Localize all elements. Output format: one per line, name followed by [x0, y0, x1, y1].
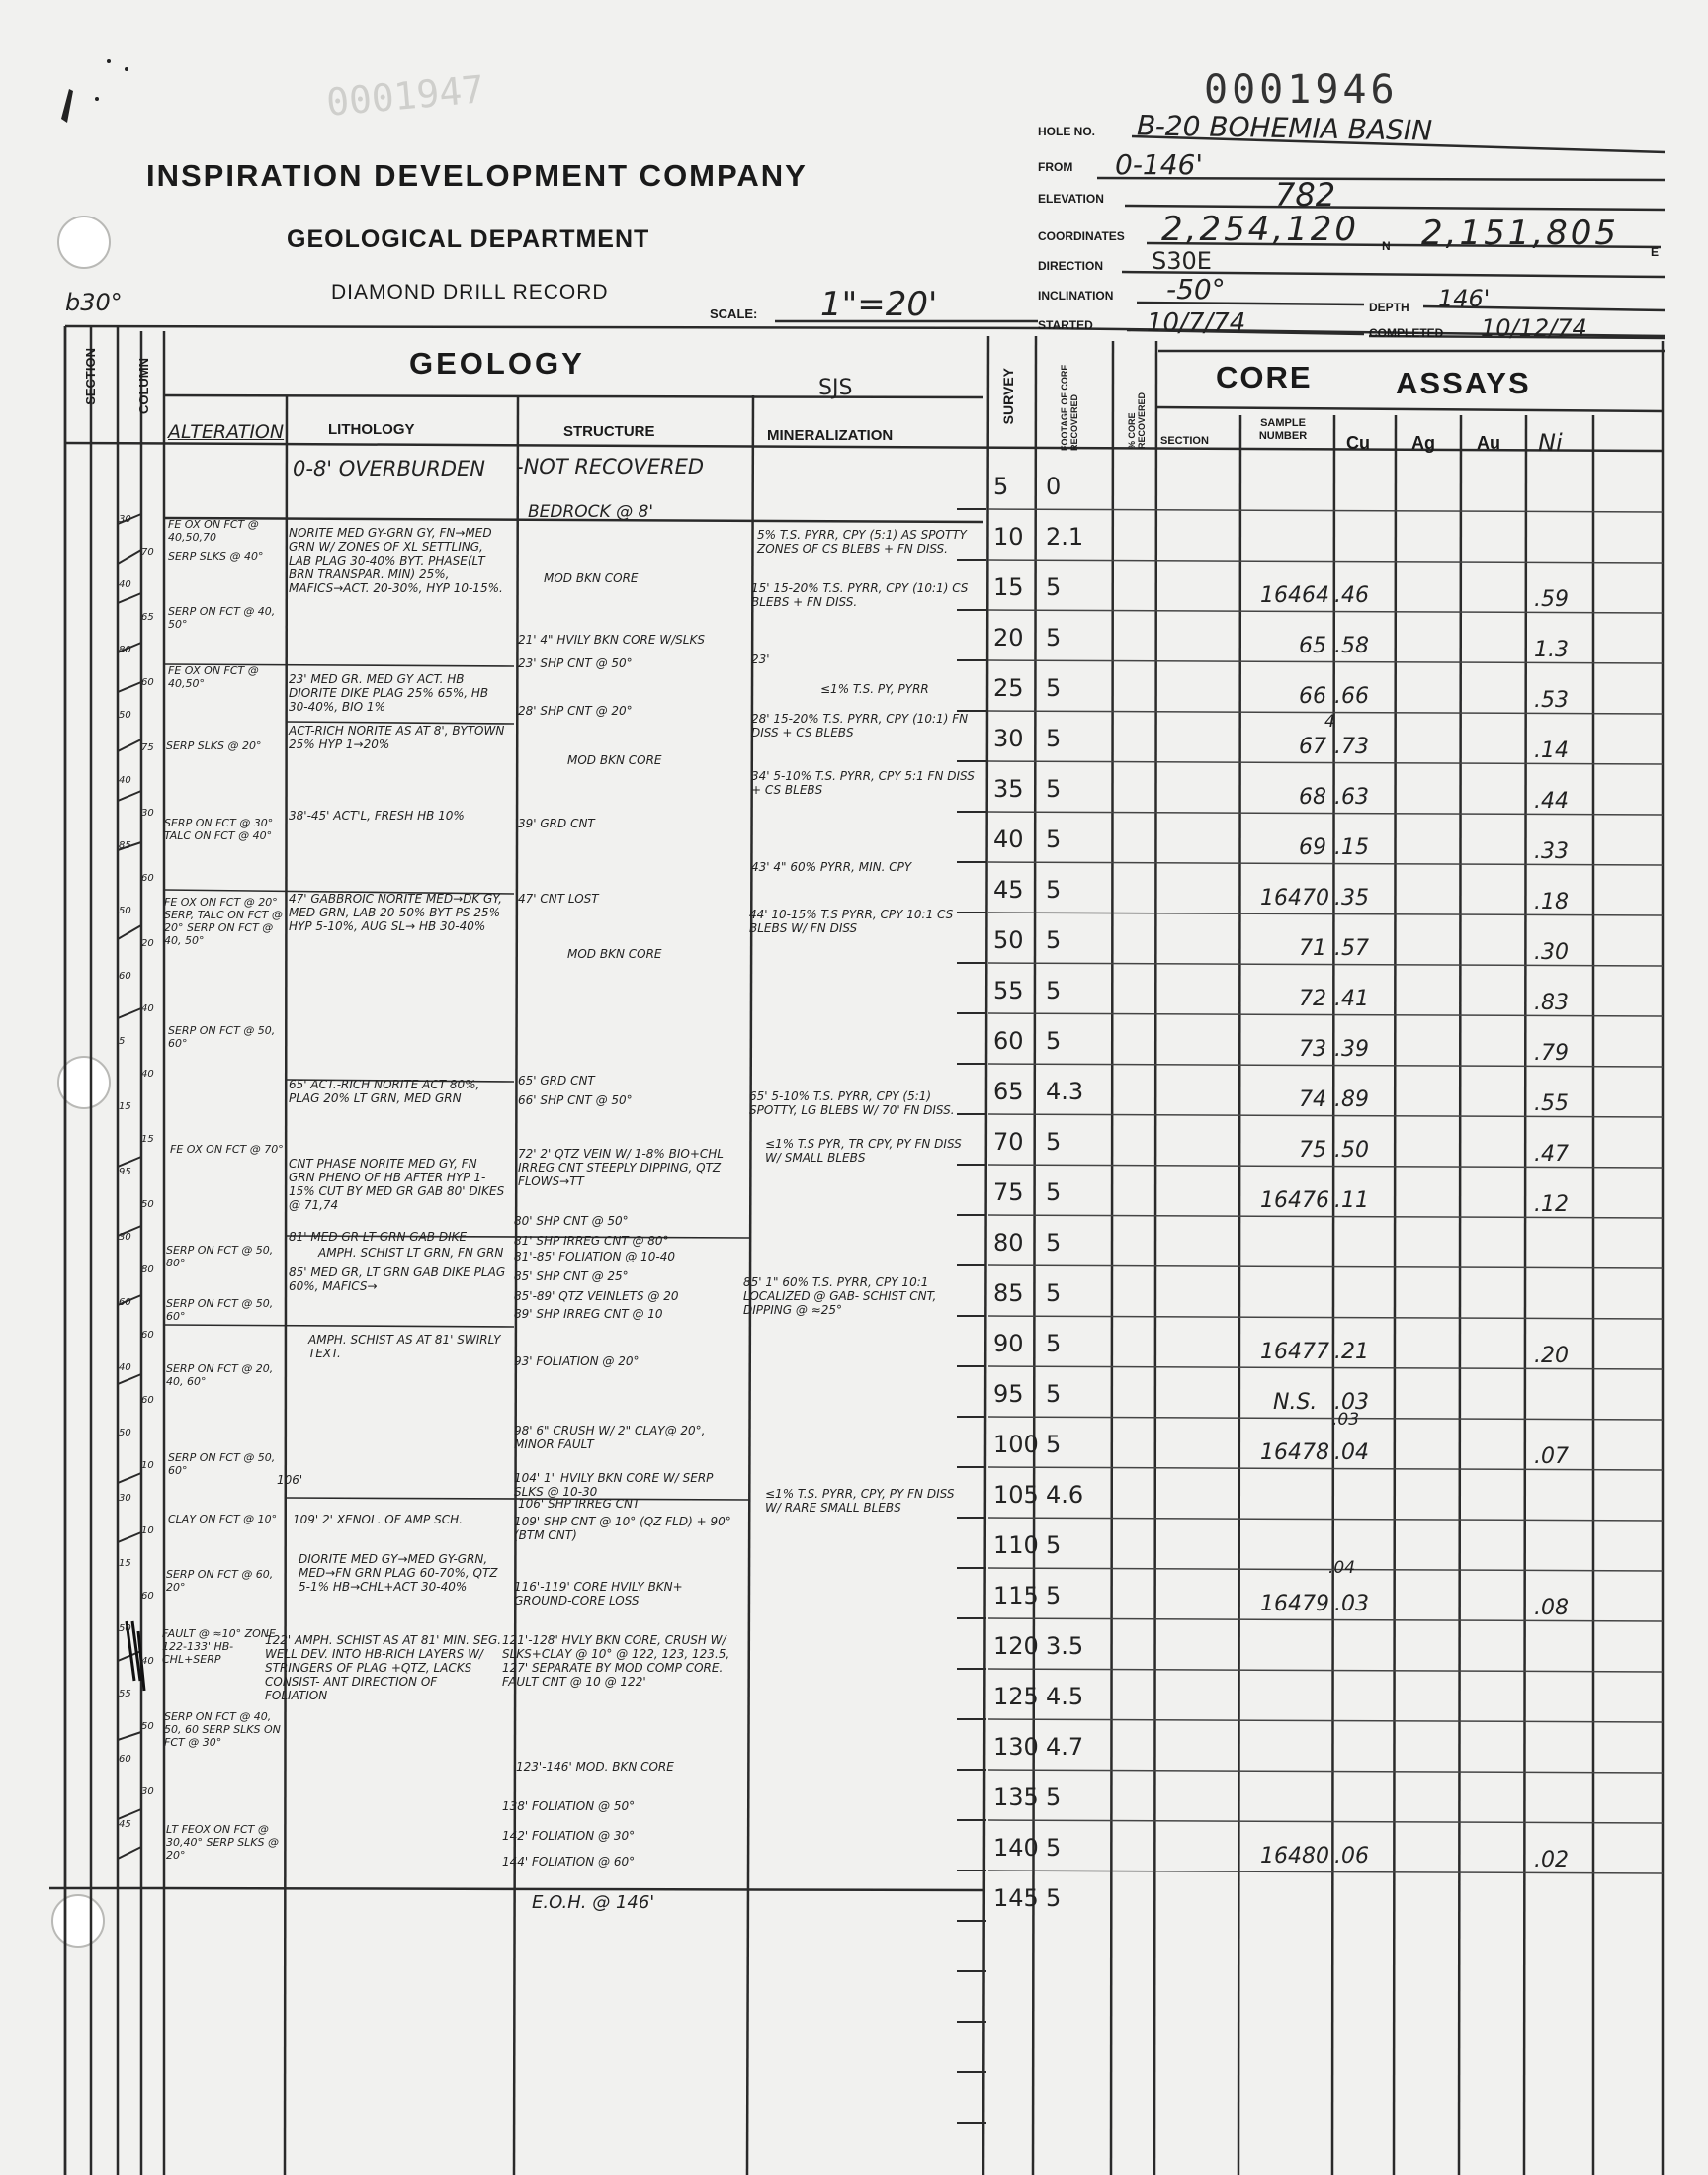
bedrock-note: BEDROCK @ 8'	[528, 502, 654, 522]
survey-depth: 75	[993, 1178, 1024, 1206]
survey-depth: 110	[993, 1531, 1039, 1559]
struct-note: 47' CNT LOST	[518, 892, 599, 906]
survey-depth: 20	[993, 624, 1024, 652]
alt-note: SERP ON FCT @ 20, 40, 60°	[166, 1362, 274, 1388]
mine-note: 15' 15-20% T.S. PYRR, CPY (10:1) CS BLEBS + FN DISS.	[751, 581, 969, 609]
from-value: 0-146'	[1115, 148, 1204, 181]
struct-note: 28' SHP CNT @ 20°	[518, 704, 633, 718]
sample-number: N.S.	[1273, 1390, 1318, 1415]
core-footage: 4.7	[1046, 1733, 1084, 1761]
lith-note: 85' MED GR, LT GRN GAB DIKE PLAG 60%, MAFICS→	[289, 1265, 506, 1293]
overburden-note: 0-8' OVERBURDEN	[293, 457, 486, 480]
survey-depth: 90	[993, 1330, 1024, 1357]
assay-cu: .58	[1334, 634, 1369, 658]
dip-mark: 15	[141, 1134, 154, 1145]
header-ag: Ag	[1411, 433, 1435, 453]
assay-cu: .73	[1334, 735, 1369, 759]
end-of-hole-note: E.O.H. @ 146'	[532, 1892, 655, 1913]
struct-note: 80' SHP CNT @ 50°	[514, 1214, 629, 1228]
core-footage: 5	[1046, 1330, 1062, 1357]
assay-cu: .39	[1334, 1037, 1369, 1062]
survey-depth: 145	[993, 1884, 1039, 1912]
survey-depth: 130	[993, 1733, 1039, 1761]
core-footage: 5	[1046, 1027, 1062, 1055]
core-footage: 5	[1046, 876, 1062, 904]
cu-correction: 4	[1324, 712, 1335, 732]
elevation-label: ELEVATION	[1038, 192, 1104, 206]
dip-mark: 20	[141, 938, 154, 949]
core-footage: 5	[1046, 775, 1062, 803]
survey-depth: 50	[993, 926, 1024, 954]
lith-note: 122' AMPH. SCHIST AS AT 81' MIN. SEG. WELL DEV. INTO HB-RICH LAYERS W/ STRINGERS OF PLAG +QTZ, LACKS CONSIST- ANT DIRECTION OF FOLIATION	[265, 1633, 502, 1702]
dip-mark: 50	[119, 1428, 131, 1438]
header-au: Au	[1477, 433, 1500, 453]
lith-note: 23' MED GR. MED GY ACT. HB DIORITE DIKE PLAG 25% 65%, HB 30-40%, BIO 1%	[289, 672, 489, 714]
dip-mark: 45	[119, 1819, 131, 1830]
assay-ni: .02	[1534, 1848, 1569, 1872]
core-footage: 5	[1046, 674, 1062, 702]
survey-depth: 30	[993, 725, 1024, 752]
survey-depth: 40	[993, 826, 1024, 853]
lith-note: 38'-45' ACT'L, FRESH HB 10%	[289, 809, 465, 823]
header-sample-number: SAMPLE NUMBER	[1258, 417, 1308, 442]
core-footage: 5	[1046, 1582, 1062, 1610]
assay-cu: .46	[1334, 583, 1369, 608]
header-initials: SJS	[818, 376, 853, 400]
assay-ni: .47	[1534, 1142, 1569, 1167]
inclination-value: -50°	[1166, 273, 1226, 305]
dip-mark: 50	[119, 710, 131, 721]
assay-cu: .21	[1334, 1340, 1369, 1364]
lith-note: 106'	[277, 1473, 303, 1487]
dip-mark: 40	[119, 1362, 131, 1373]
assay-cu: .89	[1334, 1088, 1369, 1112]
header-core: CORE	[1216, 360, 1313, 394]
assay-cu: .15	[1334, 835, 1369, 860]
survey-depth: 95	[993, 1380, 1024, 1408]
cu-correction: .03	[1332, 1410, 1360, 1430]
survey-depth: 15	[993, 573, 1024, 601]
dip-mark: 40	[141, 1003, 154, 1014]
lith-note: AMPH. SCHIST LT GRN, FN GRN	[318, 1246, 504, 1260]
core-footage: 5	[1046, 1431, 1062, 1458]
core-footage: 0	[1046, 473, 1062, 500]
core-footage: 5	[1046, 1834, 1062, 1862]
assay-cu: .50	[1334, 1138, 1369, 1163]
header-assay-section: SECTION	[1160, 435, 1209, 447]
core-footage: 3.5	[1046, 1632, 1084, 1660]
scale-label: SCALE:	[710, 306, 758, 321]
assay-cu: .03	[1334, 1592, 1369, 1616]
assay-ni: .44	[1534, 789, 1569, 814]
mine-note: 43' 4" 60% PYRR, MIN. CPY	[751, 860, 912, 874]
mine-note: 34' 5-10% T.S. PYRR, CPY 5:1 FN DISS + CS BLEBS	[751, 769, 975, 797]
dip-mark: 50	[141, 1721, 154, 1732]
mine-note: ≤1% T.S. PYRR, CPY, PY FN DISS W/ RARE SMALL BLEBS	[765, 1487, 955, 1515]
survey-depth: 25	[993, 674, 1024, 702]
scale-value: 1"=20'	[820, 285, 938, 324]
direction-label: DIRECTION	[1038, 259, 1103, 273]
survey-depth: 100	[993, 1431, 1039, 1458]
core-footage: 2.1	[1046, 523, 1084, 551]
struct-note: 85'-89' QTZ VEINLETS @ 20	[514, 1289, 679, 1303]
not-recovered-note: -NOT RECOVERED	[516, 455, 705, 478]
depth-label: DEPTH	[1369, 301, 1409, 314]
dip-mark: 15	[119, 1101, 131, 1112]
alt-note: FE OX ON FCT @ 20° SERP, TALC ON FCT @ 20° SERP ON FCT @ 40, 50°	[164, 896, 283, 947]
struct-note: 66' SHP CNT @ 50°	[518, 1093, 633, 1107]
dip-mark: 40	[119, 579, 131, 590]
sample-number: 16470	[1260, 886, 1329, 911]
dip-mark: 15	[119, 1558, 131, 1569]
dip-mark: 85	[119, 840, 131, 851]
survey-depth: 60	[993, 1027, 1024, 1055]
survey-depth: 120	[993, 1632, 1039, 1660]
assay-ni: .18	[1534, 890, 1569, 914]
assay-ni: .53	[1534, 688, 1569, 713]
lith-note: 109' 2' XENOL. OF AMP SCH.	[293, 1513, 463, 1526]
assay-ni: .33	[1534, 839, 1569, 864]
alt-note: SERP SLKS @ 20°	[166, 740, 262, 752]
depth-value: 146'	[1438, 285, 1491, 312]
core-footage: 5	[1046, 1380, 1062, 1408]
alt-note: FAULT @ ≈10° ZONE 122-133' HB- CHL+SERP	[162, 1627, 276, 1666]
alt-note: SERP ON FCT @ 50, 60°	[168, 1024, 276, 1050]
header-assays: ASSAYS	[1396, 366, 1531, 400]
alt-note: SERP SLKS @ 40°	[168, 550, 264, 563]
header-alteration: ALTERATION	[168, 421, 285, 443]
sample-number: 67	[1299, 735, 1326, 759]
assay-ni: .12	[1534, 1192, 1569, 1217]
mine-note: ≤1% T.S PYR, TR CPY, PY FN DISS W/ SMALL BLEBS	[765, 1137, 962, 1165]
struct-note: 121'-128' HVLY BKN CORE, CRUSH W/ SLKS+CLAY @ 10° @ 122, 123, 123.5, 127' SEPARATE BY MOD COMP CORE. FAULT CNT @ 10 @ 122'	[502, 1633, 730, 1689]
dip-mark: 5	[119, 1036, 126, 1047]
dip-mark: 60	[119, 1297, 131, 1308]
struct-note: 138' FOLIATION @ 50°	[502, 1799, 636, 1813]
alt-note: FE OX ON FCT @ 70°	[170, 1143, 284, 1156]
alt-note: SERP ON FCT @ 50, 60°	[166, 1297, 274, 1323]
struct-note: MOD BKN CORE	[567, 947, 662, 961]
assay-cu: .04	[1334, 1440, 1369, 1465]
header-mineralization: MINERALIZATION	[767, 427, 894, 444]
alt-note: FE OX ON FCT @ 40,50°	[168, 664, 259, 690]
completed-label: COMPLETED	[1369, 326, 1444, 340]
core-footage: 5	[1046, 725, 1062, 752]
dip-mark: 60	[141, 677, 154, 688]
sample-number: 16479	[1260, 1592, 1329, 1616]
core-footage: 5	[1046, 1784, 1062, 1811]
assay-ni: .30	[1534, 940, 1569, 965]
survey-depth: 10	[993, 523, 1024, 551]
survey-depth: 135	[993, 1784, 1039, 1811]
started-value: 10/7/74	[1147, 308, 1246, 338]
dip-mark: 75	[141, 742, 154, 753]
survey-depth: 65	[993, 1078, 1024, 1105]
struct-note: 21' 4" HVILY BKN CORE W/SLKS	[518, 633, 705, 647]
core-footage: 5	[1046, 624, 1062, 652]
sample-number: 74	[1299, 1088, 1326, 1112]
core-footage: 4.3	[1046, 1078, 1084, 1105]
coordinates-label: COORDINATES	[1038, 229, 1125, 243]
mine-note: 28' 15-20% T.S. PYRR, CPY (10:1) FN DISS + CS BLEBS	[751, 712, 969, 740]
from-label: FROM	[1038, 160, 1073, 174]
struct-note: 116'-119' CORE HVILY BKN+ GROUND-CORE LOSS	[514, 1580, 683, 1608]
completed-value: 10/12/74	[1481, 314, 1587, 342]
alt-note: SERP ON FCT @ 30° TALC ON FCT @ 40°	[164, 817, 274, 842]
header-section: SECTION	[83, 348, 98, 405]
core-footage: 5	[1046, 1531, 1062, 1559]
struct-note: 106' SHP IRREG CNT	[518, 1497, 640, 1511]
lith-note: AMPH. SCHIST AS AT 81' SWIRLY TEXT.	[308, 1333, 501, 1360]
core-footage: 5	[1046, 573, 1062, 601]
company-name: INSPIRATION DEVELOPMENT COMPANY	[146, 158, 808, 193]
alt-note: FE OX ON FCT @ 40,50,70	[168, 518, 259, 544]
assay-cu: .06	[1334, 1844, 1369, 1869]
core-footage: 5	[1046, 1229, 1062, 1257]
survey-depth: 80	[993, 1229, 1024, 1257]
assay-ni: .20	[1534, 1344, 1569, 1368]
core-footage: 5	[1046, 1178, 1062, 1206]
corner-mark: b30°	[65, 289, 123, 316]
coordinate-n: 2,254,120	[1161, 210, 1360, 249]
struct-note: 85' SHP CNT @ 25°	[514, 1269, 629, 1283]
struct-note: 81' SHP IRREG CNT @ 80°	[514, 1234, 669, 1248]
department-name: GEOLOGICAL DEPARTMENT	[287, 225, 650, 253]
core-footage: 5	[1046, 926, 1062, 954]
dip-mark: 30	[141, 808, 154, 819]
survey-depth: 45	[993, 876, 1024, 904]
struct-note: 104' 1" HVILY BKN CORE W/ SERP SLKS @ 10-30	[514, 1471, 714, 1499]
dip-mark: 50	[141, 1199, 154, 1210]
sample-number: 16480	[1260, 1844, 1329, 1869]
header-pct-recovered: % CORE RECOVERED	[1127, 392, 1147, 449]
dip-mark: 40	[141, 1069, 154, 1080]
core-footage: 5	[1046, 977, 1062, 1004]
struct-note: 72' 2' QTZ VEIN W/ 1-8% BIO+CHL IRREG CNT STEEPLY DIPPING, QTZ FLOWS→TT	[518, 1147, 724, 1188]
sample-number: 16478	[1260, 1440, 1329, 1465]
survey-depth: 55	[993, 977, 1024, 1004]
dip-mark: 60	[119, 1754, 131, 1765]
survey-depth: 125	[993, 1683, 1039, 1710]
header-cu: Cu	[1346, 433, 1370, 453]
document-number: 0001946	[1204, 67, 1399, 113]
dip-mark: 80	[141, 1264, 154, 1275]
survey-depth: 5	[993, 473, 1009, 500]
struct-note: 39' GRD CNT	[518, 817, 595, 830]
struct-note: MOD BKN CORE	[544, 571, 639, 585]
lith-note: 65' ACT.-RICH NORITE ACT 80%, PLAG 20% LT GRN, MED GRN	[289, 1078, 480, 1105]
sample-number: 69	[1299, 835, 1326, 860]
struct-note: 89' SHP IRREG CNT @ 10	[514, 1307, 663, 1321]
coordinate-e: 2,151,805	[1421, 214, 1620, 253]
core-footage: 5	[1046, 1884, 1062, 1912]
header-footage: FOOTAGE OF CORE RECOVERED	[1060, 364, 1079, 451]
mine-note: 44' 10-15% T.S PYRR, CPY 10:1 CS BLEBS W/ FN DISS	[749, 908, 954, 935]
sample-number: 72	[1299, 987, 1326, 1011]
header-ni: Ni	[1538, 429, 1563, 457]
header-lithology: LITHOLOGY	[328, 421, 415, 438]
dip-mark: 60	[141, 873, 154, 884]
sample-number: 16476	[1260, 1188, 1329, 1213]
assay-cu: .35	[1334, 886, 1369, 911]
dip-mark: 10	[141, 1460, 154, 1471]
assay-cu: .03	[1334, 1390, 1369, 1415]
mine-note: ≤1% T.S. PY, PYRR	[820, 682, 929, 696]
lith-note: ACT-RICH NORITE AS AT 8', BYTOWN 25% HYP 1→20%	[289, 724, 505, 751]
core-footage: 5	[1046, 1128, 1062, 1156]
dip-mark: 30	[119, 1232, 131, 1243]
mine-note: 5% T.S. PYRR, CPY (5:1) AS SPOTTY ZONES OF CS BLEBS + FN DISS.	[757, 528, 967, 556]
struct-note: MOD BKN CORE	[567, 753, 662, 767]
n-label: N	[1382, 239, 1391, 253]
dip-mark: 80	[119, 645, 131, 655]
survey-depth: 140	[993, 1834, 1039, 1862]
alt-note: SERP ON FCT @ 40, 50, 60 SERP SLKS ON FCT @ 30°	[164, 1710, 281, 1749]
assay-cu: .63	[1334, 785, 1369, 810]
dip-mark: 40	[119, 775, 131, 786]
lith-note: 81' MED GR LT GRN GAB DIKE	[289, 1230, 468, 1244]
sample-number: 65	[1299, 634, 1326, 658]
mine-note: 85' 1" 60% T.S. PYRR, CPY 10:1 LOCALIZED @ GAB- SCHIST CNT, DIPPING @ ≈25°	[743, 1275, 937, 1317]
struct-note: 98' 6" CRUSH W/ 2" CLAY@ 20°, MINOR FAULT	[514, 1424, 706, 1451]
mine-note: 23'	[751, 652, 770, 666]
alt-note: CLAY ON FCT @ 10°	[168, 1513, 278, 1525]
dip-mark: 40	[141, 1656, 154, 1667]
assay-cu: .11	[1334, 1188, 1369, 1213]
lith-note: 47' GABBROIC NORITE MED→DK GY, MED GRN, LAB 20-50% BYT PS 25% HYP 5-10%, AUG SL→ HB 30-40%	[289, 892, 502, 933]
e-label: E	[1651, 245, 1660, 259]
elevation-value: 782	[1275, 176, 1336, 214]
core-footage: 4.6	[1046, 1481, 1084, 1509]
struct-note: 65' GRD CNT	[518, 1074, 595, 1088]
record-type: DIAMOND DRILL RECORD	[331, 281, 609, 304]
assay-ni: .79	[1534, 1041, 1569, 1066]
assay-ni: .08	[1534, 1596, 1569, 1620]
assay-cu: .41	[1334, 987, 1369, 1011]
lith-note: DIORITE MED GY→MED GY-GRN, MED→FN GRN PLAG 60-70%, QTZ 5-1% HB→CHL+ACT 30-40%	[299, 1552, 498, 1594]
inclination-label: INCLINATION	[1038, 289, 1114, 303]
dip-mark: 60	[141, 1395, 154, 1406]
dip-mark: 10	[141, 1525, 154, 1536]
started-label: STARTED	[1038, 318, 1093, 332]
dip-mark: 50	[119, 906, 131, 916]
assay-ni: 1.3	[1534, 638, 1569, 662]
dip-mark: 55	[119, 1689, 131, 1699]
struct-note: 123'-146' MOD. BKN CORE	[516, 1760, 674, 1774]
alt-note: SERP ON FCT @ 40, 50°	[168, 605, 276, 631]
sample-number: 16464	[1260, 583, 1329, 608]
hole-no-value: B-20 BOHEMIA BASIN	[1136, 109, 1433, 147]
lith-note: CNT PHASE NORITE MED GY, FN GRN PHENO OF HB AFTER HYP 1-15% CUT BY MED GR GAB 80' DIKES @ 71,74	[289, 1157, 505, 1212]
survey-depth: 85	[993, 1279, 1024, 1307]
assay-cu: .57	[1334, 936, 1369, 961]
struct-note: 23' SHP CNT @ 50°	[518, 656, 633, 670]
survey-depth: 105	[993, 1481, 1039, 1509]
dip-mark: 30	[119, 514, 131, 525]
assay-ni: .83	[1534, 991, 1569, 1015]
dip-mark: 70	[141, 547, 154, 558]
dip-mark: 30	[141, 1786, 154, 1797]
assay-ni: .07	[1534, 1444, 1569, 1469]
hole-no-label: HOLE NO.	[1038, 125, 1096, 138]
struct-note: 93' FOLIATION @ 20°	[514, 1354, 640, 1368]
assay-ni: .59	[1534, 587, 1569, 612]
dip-mark: 60	[141, 1591, 154, 1602]
assay-cu: .66	[1334, 684, 1369, 709]
sample-number: 73	[1299, 1037, 1326, 1062]
assay-ni: .14	[1534, 739, 1569, 763]
sample-number: 66	[1299, 684, 1326, 709]
header-structure: STRUCTURE	[563, 423, 655, 440]
alt-note: SERP ON FCT @ 50, 60°	[168, 1451, 276, 1477]
core-footage: 4.5	[1046, 1683, 1084, 1710]
sample-number: 16477	[1260, 1340, 1329, 1364]
core-footage: 5	[1046, 826, 1062, 853]
mine-note: 65' 5-10% T.S. PYRR, CPY (5:1) SPOTTY, LG BLEBS W/ 70' FN DISS.	[749, 1089, 955, 1117]
core-footage: 5	[1046, 1279, 1062, 1307]
survey-depth: 115	[993, 1582, 1039, 1610]
survey-depth: 70	[993, 1128, 1024, 1156]
stamp-faded: 0001947	[324, 67, 486, 125]
header-survey: SURVEY	[1000, 368, 1016, 425]
struct-note: 142' FOLIATION @ 30°	[502, 1829, 636, 1843]
struct-note: 109' SHP CNT @ 10° (QZ FLD) + 90° (BTM CNT)	[514, 1515, 731, 1542]
dip-mark: 50	[119, 1623, 131, 1634]
alt-note: SERP ON FCT @ 60, 20°	[166, 1568, 274, 1594]
dip-mark: 65	[141, 612, 154, 623]
dip-mark: 95	[119, 1167, 131, 1177]
struct-note: 144' FOLIATION @ 60°	[502, 1855, 636, 1869]
sample-number: 68	[1299, 785, 1326, 810]
dip-mark: 30	[119, 1493, 131, 1504]
dip-mark: 60	[119, 971, 131, 982]
direction-value: S30E	[1152, 247, 1212, 275]
sample-number: 71	[1299, 936, 1326, 961]
struct-note: 81'-85' FOLIATION @ 10-40	[514, 1250, 675, 1263]
header-geology: GEOLOGY	[409, 346, 585, 381]
cu-correction: .04	[1328, 1558, 1356, 1578]
sample-number: 75	[1299, 1138, 1326, 1163]
survey-depth: 35	[993, 775, 1024, 803]
lith-note: NORITE MED GY-GRN GY, FN→MED GRN W/ ZONES OF XL SETTLING, LAB PLAG 30-40% BYT. PHASE(LT BRN TRANSPAR. MIN) 25%, MAFICS→ACT. 20-30%, HYP 10-15%.	[289, 526, 503, 595]
alt-note: SERP ON FCT @ 50, 80°	[166, 1244, 274, 1269]
alt-note: LT FEOX ON FCT @ 30,40° SERP SLKS @ 20°	[166, 1823, 279, 1862]
dip-mark: 60	[141, 1330, 154, 1341]
header-column: COLUMN	[136, 358, 151, 415]
assay-ni: .55	[1534, 1091, 1569, 1116]
